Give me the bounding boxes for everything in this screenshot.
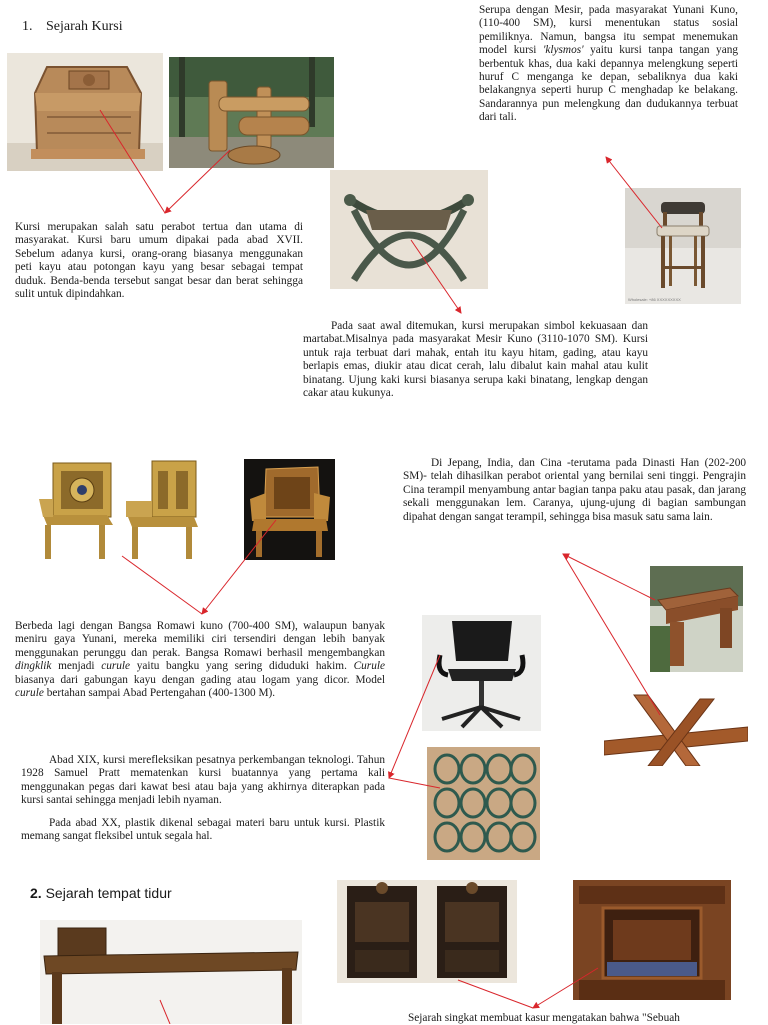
section-1-number: 1. bbox=[22, 19, 33, 34]
bar-stool-photo bbox=[625, 188, 741, 304]
log-seat-forest-photo bbox=[169, 57, 334, 168]
egyptian-throne-chair-photo-1 bbox=[35, 459, 120, 563]
arrow-joint-to-asia bbox=[563, 554, 660, 715]
ancient-bed-photo bbox=[40, 920, 302, 1024]
arrow-throne-to-roman bbox=[122, 556, 202, 614]
wooden-joint-photo bbox=[604, 693, 748, 766]
egyptian-throne-chair-photo-2 bbox=[124, 459, 202, 563]
paragraph-20th-century: Pada abad XX, plastik dikenal sebagai materi baru untuk kursi. Plastik memang sangat fleksibel untuk segala hal. bbox=[21, 817, 385, 843]
paragraph-greek-klysmos bbox=[479, 4, 738, 125]
roman-text-part1: Berbeda lagi dengan Bangsa Romawi kuno (700-400 SM), walaupun banyak meniru gaya Yunani, mereka memiliki ciri tersendiri dengan lebih banyak menggunakan perunggu dan perak. Bangsa Romawi berhasil mengembangkan bbox=[15, 620, 385, 659]
arrow-canopy-to-bed bbox=[458, 980, 533, 1008]
wooden-crate-chair-photo bbox=[7, 53, 163, 171]
arrow-bench-to-asia bbox=[563, 554, 655, 600]
paragraph-asia: Di Jepang, India, dan Cina -terutama pada Dinasti Han (202-200 SM)- telah dihasilkan perabot oriental yang bernilai seni tinggi. Pengrajin Cina terampil menyambung antar bagian tanpa paku atau pasak, dan jarang sekali menggunakan lem. Caranya, ujung-ujung di bagian sambungan dipahat dengan sangat terampil, sehingga bisa masuk satu sama lain. bbox=[403, 457, 746, 523]
curule-term-2: Curule bbox=[353, 660, 385, 673]
spring-coils-photo bbox=[427, 747, 540, 860]
alcove-bed-photo bbox=[573, 880, 731, 1000]
canopy-beds-photo bbox=[337, 880, 517, 983]
roman-text-part2: menjadi bbox=[51, 660, 102, 673]
section-2-heading bbox=[30, 885, 172, 901]
section-2-title: Sejarah tempat tidur bbox=[45, 885, 172, 901]
stool-watermark: Wholesale: +86 XXXXXXXXX bbox=[628, 297, 681, 302]
roman-text-part5: bertahan sampai Abad Pertengahan (400-1300 M). bbox=[43, 687, 276, 700]
section-2-number: 2. bbox=[30, 885, 42, 901]
curule-term-1: curule bbox=[101, 660, 131, 673]
paragraph-egypt: Pada saat awal ditemukan, kursi merupakan simbol kekuasaan dan martabat.Misalnya pada masyarakat Mesir Kuno (3110-1070 SM). Kursi untuk raja terbuat dari mahak, entah itu kayu hitam, gading, atau kayu berlapis emas, diukir atau dicat cerah, lalu dibalut kain mahal atau kulit binatang. Ujung kaki kursi biasanya serupa kaki binatang, lengkap dengan cakar atau kukunya. bbox=[303, 320, 648, 400]
roman-ornate-chair-photo bbox=[244, 459, 335, 560]
section-1-title: Sejarah Kursi bbox=[46, 19, 123, 34]
paragraph-19th-century: Abad XIX, kursi merefleksikan pesatnya perkembangan teknologi. Tahun 1928 Samuel Pratt mematenkan kursi buatannya yang pertama kali menggunakan pegas dari kawat besi atau baja yang akhirnya diterapkan pada kursi santai sehingga menjadi lebih nyaman. bbox=[21, 754, 385, 807]
greek-text-part1: Serupa dengan Mesir, pada masyarakat Yunani Kuno, (110-400 SM), kursi menentukan status sosial pemiliknya. Namun, bangsa itu sempat menemukan model kursi bbox=[479, 4, 738, 57]
curule-term-3: curule bbox=[15, 687, 44, 700]
paragraph-bed: Sejarah singkat membuat kasur mengatakan bahwa "Sebuah bbox=[408, 1012, 680, 1024]
roman-text-part4: biasanya dari gabungan kayu dengan gading atau logam yang dicor. Model bbox=[15, 673, 385, 686]
dingklik-term: dingklik bbox=[15, 660, 52, 673]
greek-text-part2: yaitu kursi tanpa tangan yang berbentuk khas, dua kaki depannya melengkung seperti huruf C menganga ke depan, sebaliknya dua kaki belakangnya seperti hurup C menghadap ke belakang. Sandarannya pun melengkung dan dudukannya terbuat dari tali. bbox=[479, 44, 739, 124]
klysmos-term: 'klysmos' bbox=[542, 44, 584, 57]
office-chair-photo bbox=[422, 615, 541, 731]
paragraph-roman bbox=[15, 620, 385, 700]
section-1-heading bbox=[22, 19, 123, 35]
curule-stool-photo bbox=[330, 170, 488, 289]
wooden-bench-photo bbox=[650, 566, 743, 672]
roman-text-part3: yaitu bangku yang sering diduduki hakim. bbox=[130, 660, 354, 673]
paragraph-intro: Kursi merupakan salah satu perabot tertua dan utama di masyarakat. Kursi baru umum dipakai pada abad XVII. Sebelum adanya kursi, orang-orang biasanya menggunakan peti kayu atau potongan kayu yang besar sebagai tempat duduk. Benda-benda tersebut sangat besar dan berat sehingga sulit untuk dipindahkan. bbox=[15, 221, 303, 301]
